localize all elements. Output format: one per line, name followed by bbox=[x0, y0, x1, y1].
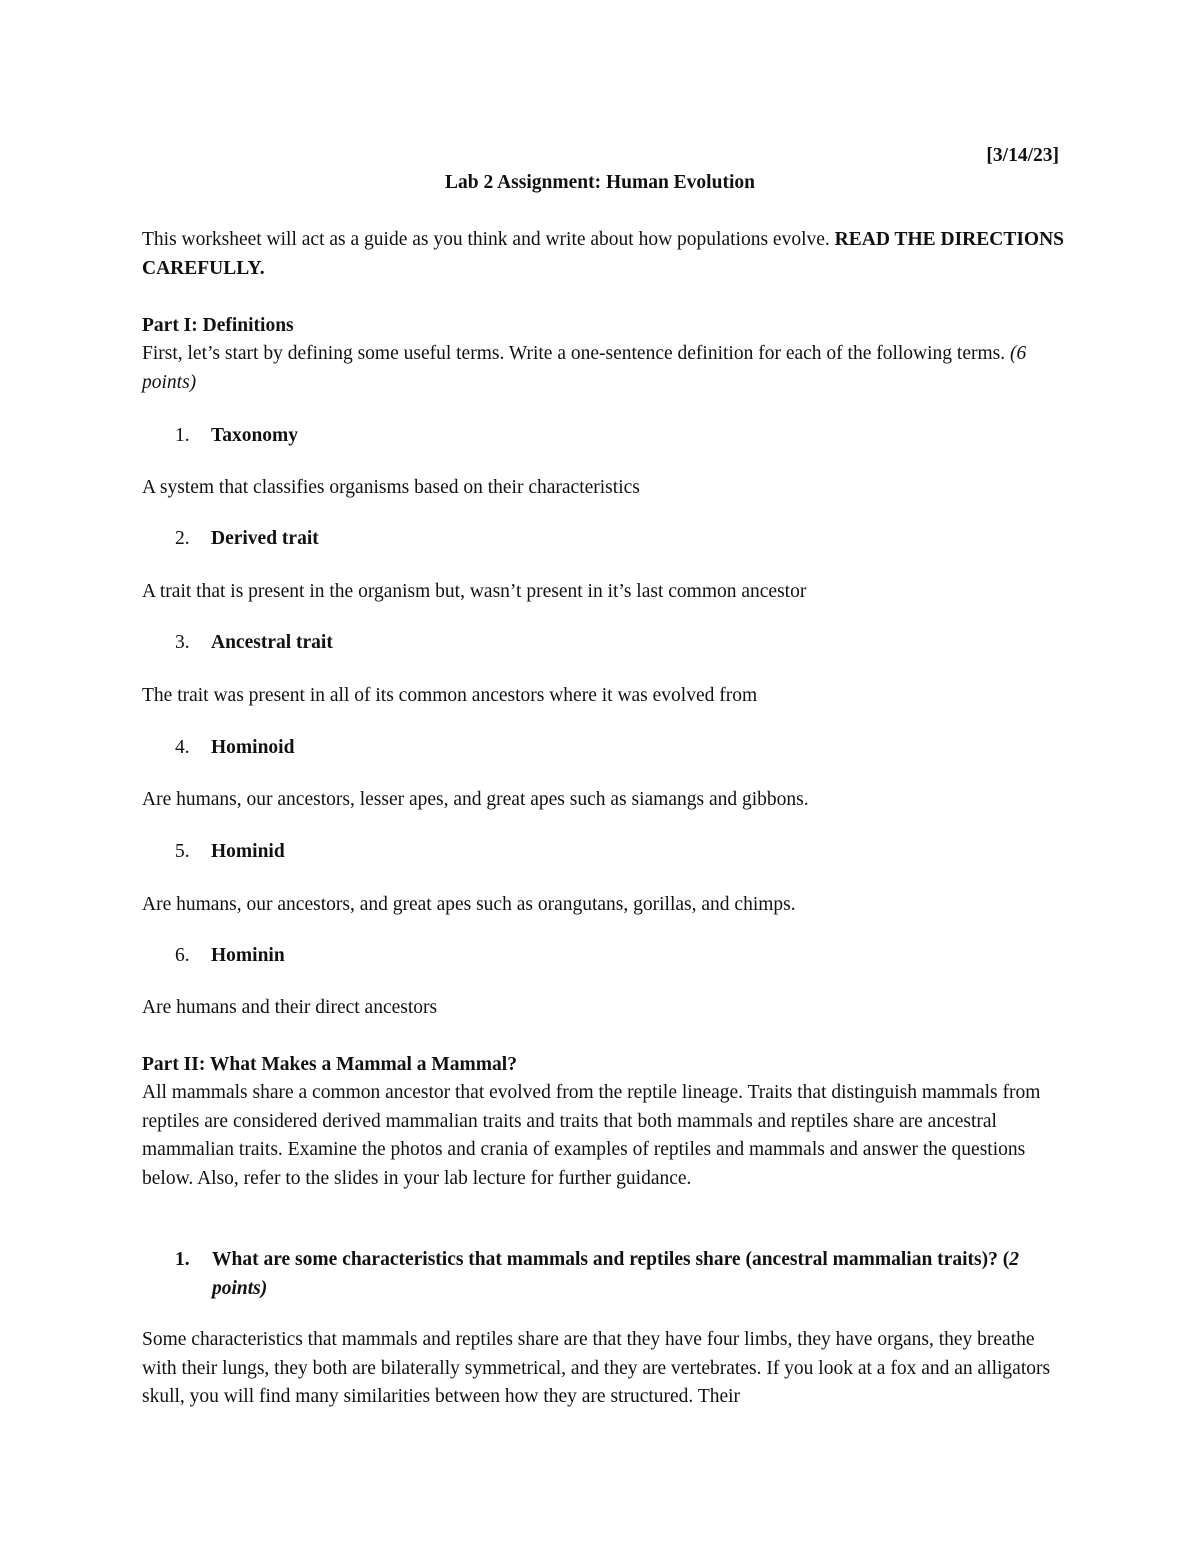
term-answer: Are humans, our ancestors, and great apes such as orangutans, gorillas, and chimps. bbox=[142, 894, 796, 915]
question-text-block bbox=[212, 1246, 1045, 1303]
intro-paragraph bbox=[142, 226, 1067, 283]
term-label: Hominoid bbox=[211, 737, 295, 758]
part2-intro: All mammals share a common ancestor that evolved from the reptile lineage. Traits that distinguish mammals from reptiles are considered derived mammalian traits and traits that both mammals and reptiles share are ancestral mammalian traits. Examine the photos and crania of examples of reptiles and mammals and answer the questions below. Also, refer to the slides in your lab lecture for further guidance. bbox=[142, 1082, 1041, 1189]
question-points: 2 points) bbox=[212, 1249, 1019, 1299]
term-label: Hominid bbox=[211, 841, 285, 862]
term-number: 1. bbox=[175, 425, 190, 446]
intro-emphasis: READ THE DIRECTIONS CAREFULLY. bbox=[142, 229, 1065, 279]
term-label: Taxonomy bbox=[211, 425, 299, 446]
intro-text: This worksheet will act as a guide as you think and write about how populations evolve. bbox=[142, 229, 835, 250]
term-answer: Are humans and their direct ancestors bbox=[142, 997, 438, 1018]
term-item bbox=[175, 941, 285, 970]
part2-heading: Part II: What Makes a Mammal a Mammal? bbox=[142, 1054, 517, 1075]
part1-points: (6 points) bbox=[142, 343, 1027, 393]
document-title: Lab 2 Assignment: Human Evolution bbox=[445, 172, 755, 193]
term-answer: A trait that is present in the organism but, wasn’t present in it’s last common ancestor bbox=[142, 581, 807, 602]
term-item bbox=[175, 733, 294, 762]
term-number: 4. bbox=[175, 737, 190, 758]
term-item bbox=[175, 421, 298, 450]
term-answer: A system that classifies organisms based on their characteristics bbox=[142, 477, 640, 498]
term-item bbox=[175, 524, 319, 553]
term-answer: The trait was present in all of its common ancestors where it was evolved from bbox=[142, 685, 758, 706]
part1-instructions-text: First, let’s start by defining some useful terms. Write a one-sentence definition for each of the following terms. bbox=[142, 343, 1011, 364]
question-number: 1. bbox=[175, 1249, 190, 1270]
question-1 bbox=[175, 1246, 1045, 1303]
term-label: Ancestral trait bbox=[211, 632, 333, 653]
part1-instructions bbox=[142, 340, 1067, 397]
term-answer: Are humans, our ancestors, lesser apes, and great apes such as siamangs and gibbons. bbox=[142, 789, 809, 810]
term-label: Hominin bbox=[211, 945, 285, 966]
question-text: What are some characteristics that mammals and reptiles share (ancestral mammalian traits)? ( bbox=[212, 1249, 1010, 1270]
document-date: [3/14/23] bbox=[986, 145, 1059, 166]
part1-heading: Part I: Definitions bbox=[142, 315, 294, 336]
term-number: 6. bbox=[175, 945, 190, 966]
term-number: 2. bbox=[175, 528, 190, 549]
term-label: Derived trait bbox=[211, 528, 319, 549]
term-item bbox=[175, 628, 333, 657]
term-number: 3. bbox=[175, 632, 190, 653]
term-number: 5. bbox=[175, 841, 190, 862]
question-1-answer: Some characteristics that mammals and reptiles share are that they have four limbs, they have organs, they breathe with their lungs, they both are bilaterally symmetrical, and they are vertebrates. If you look at a fox and an alligators skull, you will find many similarities between how they are structured. Their bbox=[142, 1329, 1051, 1408]
term-item bbox=[175, 837, 285, 866]
